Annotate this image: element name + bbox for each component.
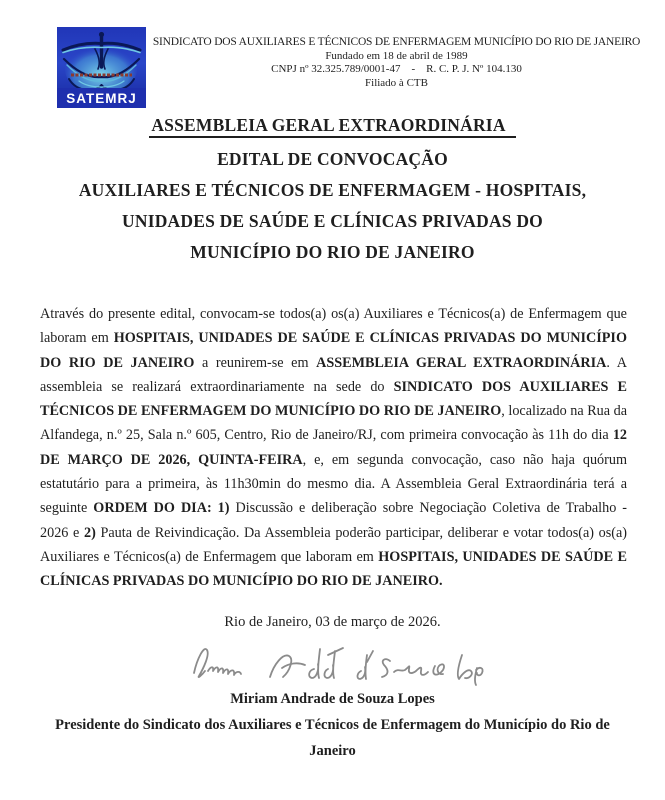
body-bold-segment: ORDEM DO DIA: 1) — [93, 500, 230, 517]
body-text-segment: , localizado na Rua da Alfandega, n.º 25, Sala n.º 605, Centro, Rio de Janeiro/RJ, com primeira convocação às 11h do dia — [40, 403, 627, 444]
logo-acronym: SATEMRJ — [66, 91, 137, 106]
body-text-segment: . A assembleia se realizará extraordinariamente na sede do — [40, 354, 627, 395]
signer-role: Presidente do Sindicato dos Auxiliares e Técnicos de Enfermagem do Município do Rio de Janeiro — [55, 716, 610, 759]
body-bold-segment: HOSPITAIS, UNIDADES DE SAÚDE E CLÍNICAS PRIVADAS DO MUNICÍPIO DO RIO DE JANEIRO. — [40, 548, 627, 590]
org-registration: CNPJ nº 32.325.789/0001-47 - R. C. P. J. Nº 104.130 — [271, 63, 522, 75]
title-assembleia-text: ASSEMBLEIA GERAL EXTRAORDINÁRIA — [149, 115, 515, 138]
body-bold-segment: SINDICATO DOS AUXILIARES E TÉCNICOS DE ENFERMAGEM DO MUNICÍPIO DO RIO DE JANEIRO — [40, 378, 627, 420]
title-categoria: AUXILIARES E TÉCNICOS DE ENFERMAGEM - HOSPITAIS, — [78, 180, 587, 200]
body-text-segment: Através do presente edital, convocam-se todos(a) os(a) Auxiliares e Técnicos(a) de Enfermagem que laboram em — [40, 306, 627, 347]
body-bold-segment: 12 DE MARÇO DE 2026, QUINTA-FEIRA — [40, 427, 627, 468]
org-founded: Fundado em 18 de abril de 1989 — [325, 49, 468, 62]
body-bold-segment: 2) — [84, 524, 96, 541]
body-bold-segment: HOSPITAIS, UNIDADES DE SAÚDE E CLÍNICAS PRIVADAS DO MUNICÍPIO DO RIO DE JANEIRO — [40, 330, 627, 371]
signer-name: Miriam Andrade de Souza Lopes — [230, 690, 435, 707]
title-unidades: UNIDADES DE SAÚDE E CLÍNICAS PRIVADAS DO — [122, 211, 543, 231]
body-text-segment: , e, em segunda convocação, caso não haja quórum estatutário para a primeira, às 11h30min do mesmo dia. A Assembleia Geral Extraordinária terá a seguinte — [40, 451, 627, 517]
org-affiliation: Filiado à CTB — [365, 76, 428, 89]
satemrj-logo — [57, 27, 146, 108]
title-municipio: MUNICÍPIO DO RIO DE JANEIRO — [190, 242, 475, 262]
signature-block — [0, 633, 665, 689]
letterhead-text — [146, 27, 647, 90]
body-bold-segment: ASSEMBLEIA GERAL EXTRAORDINÁRIA — [316, 354, 607, 371]
signature-image — [178, 633, 488, 687]
body-paragraph — [40, 302, 627, 594]
org-name: SINDICATO DOS AUXILIARES E TÉCNICOS DE ENFERMAGEM MUNICÍPIO DO RIO DE JANEIRO — [152, 36, 641, 48]
letterhead — [57, 27, 647, 108]
body-text-segment: Pauta de Reivindicação. Da Assembleia poderão participar, deliberar e votar todos(a) os(a) Auxiliares e Técnicos(a) de Enfermagem que laboram em — [40, 524, 627, 565]
title-edital: EDITAL DE CONVOCAÇÃO — [217, 149, 448, 169]
title-assembleia — [0, 115, 665, 138]
body-text-segment: a reunirem-se em — [194, 354, 317, 371]
body-text-segment: Discussão e deliberação sobre Negociação Coletiva de Trabalho - 2026 e — [40, 500, 628, 541]
document-titles — [0, 115, 665, 262]
dateline: Rio de Janeiro, 03 de março de 2026. — [224, 613, 441, 630]
